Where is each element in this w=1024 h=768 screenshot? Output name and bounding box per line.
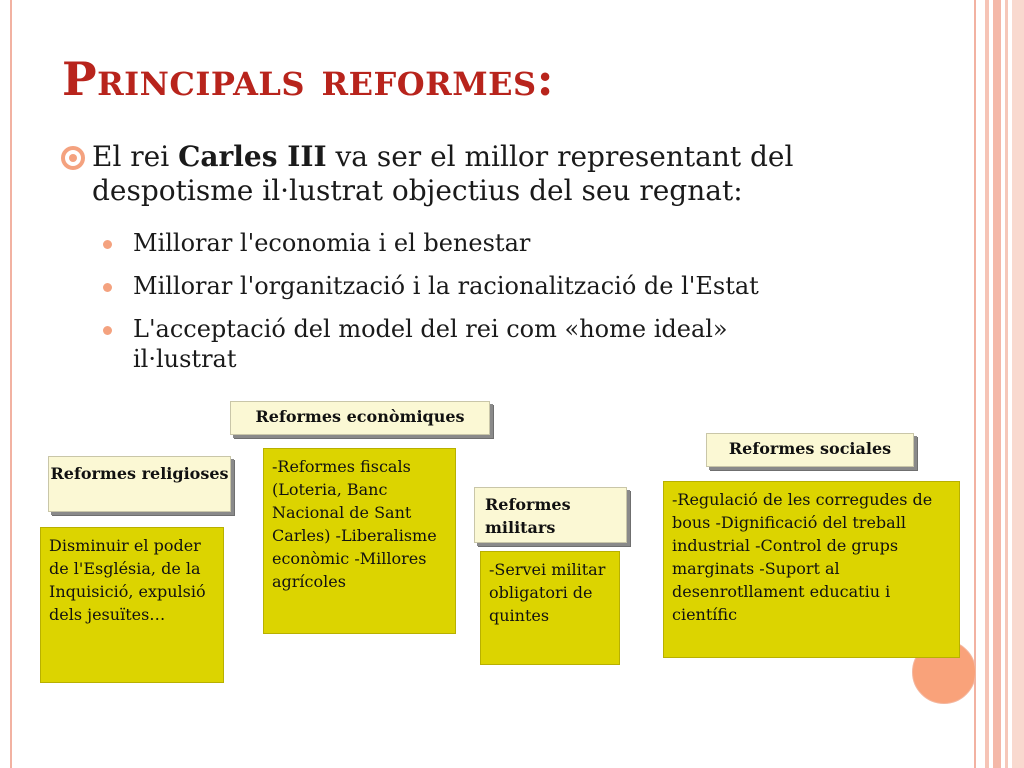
reformes-economiques-label: Reformes econòmiques [230, 401, 490, 435]
reformes-religioses-detail: Disminuir el poder de l'Església, de la Inquisició, expulsió dels jesuïtes… [40, 527, 224, 683]
reformes-economiques-detail: -Reformes fiscals (Loteria, Banc Nacional de Sant Carles) -Liberalisme econòmic -Millores agrícoles [263, 448, 456, 634]
slide-title: Principals reformes: [62, 52, 555, 106]
bullet-dot-icon [103, 283, 112, 292]
king-name: Carles III [178, 140, 327, 173]
decor-stripe [1012, 0, 1024, 768]
decor-stripe [1005, 0, 1008, 768]
reformes-socials-detail: -Regulació de les corregudes de bous -Dignificació del treball industrial -Control de grups marginats -Suport al desenrotllament educatiu i científic [663, 481, 960, 658]
bullet-dot-icon [103, 240, 112, 249]
bullet-icon [60, 145, 86, 171]
reformes-religioses-label: Reformes religioses [48, 456, 231, 512]
intro-bullet [60, 140, 920, 208]
objective-item: L'acceptació del model del rei com «home ideal» il·lustrat [103, 314, 803, 374]
reformes-militars-detail: -Servei militar obligatori de quintes [480, 551, 620, 665]
decor-stripe [985, 0, 989, 768]
reformes-militars-label: Reformes militars [474, 487, 627, 543]
intro-text: El rei Carles III va ser el millor representant del despotisme il·lustrat objectius del seu regnat: [92, 140, 794, 207]
objective-item: Millorar l'economia i el benestar [103, 228, 863, 258]
reformes-socials-label: Reformes sociales [706, 433, 914, 467]
decor-stripe [993, 0, 1001, 768]
bullet-dot-icon [103, 326, 112, 335]
objective-item: Millorar l'organització i la racionalització de l'Estat [103, 271, 863, 301]
